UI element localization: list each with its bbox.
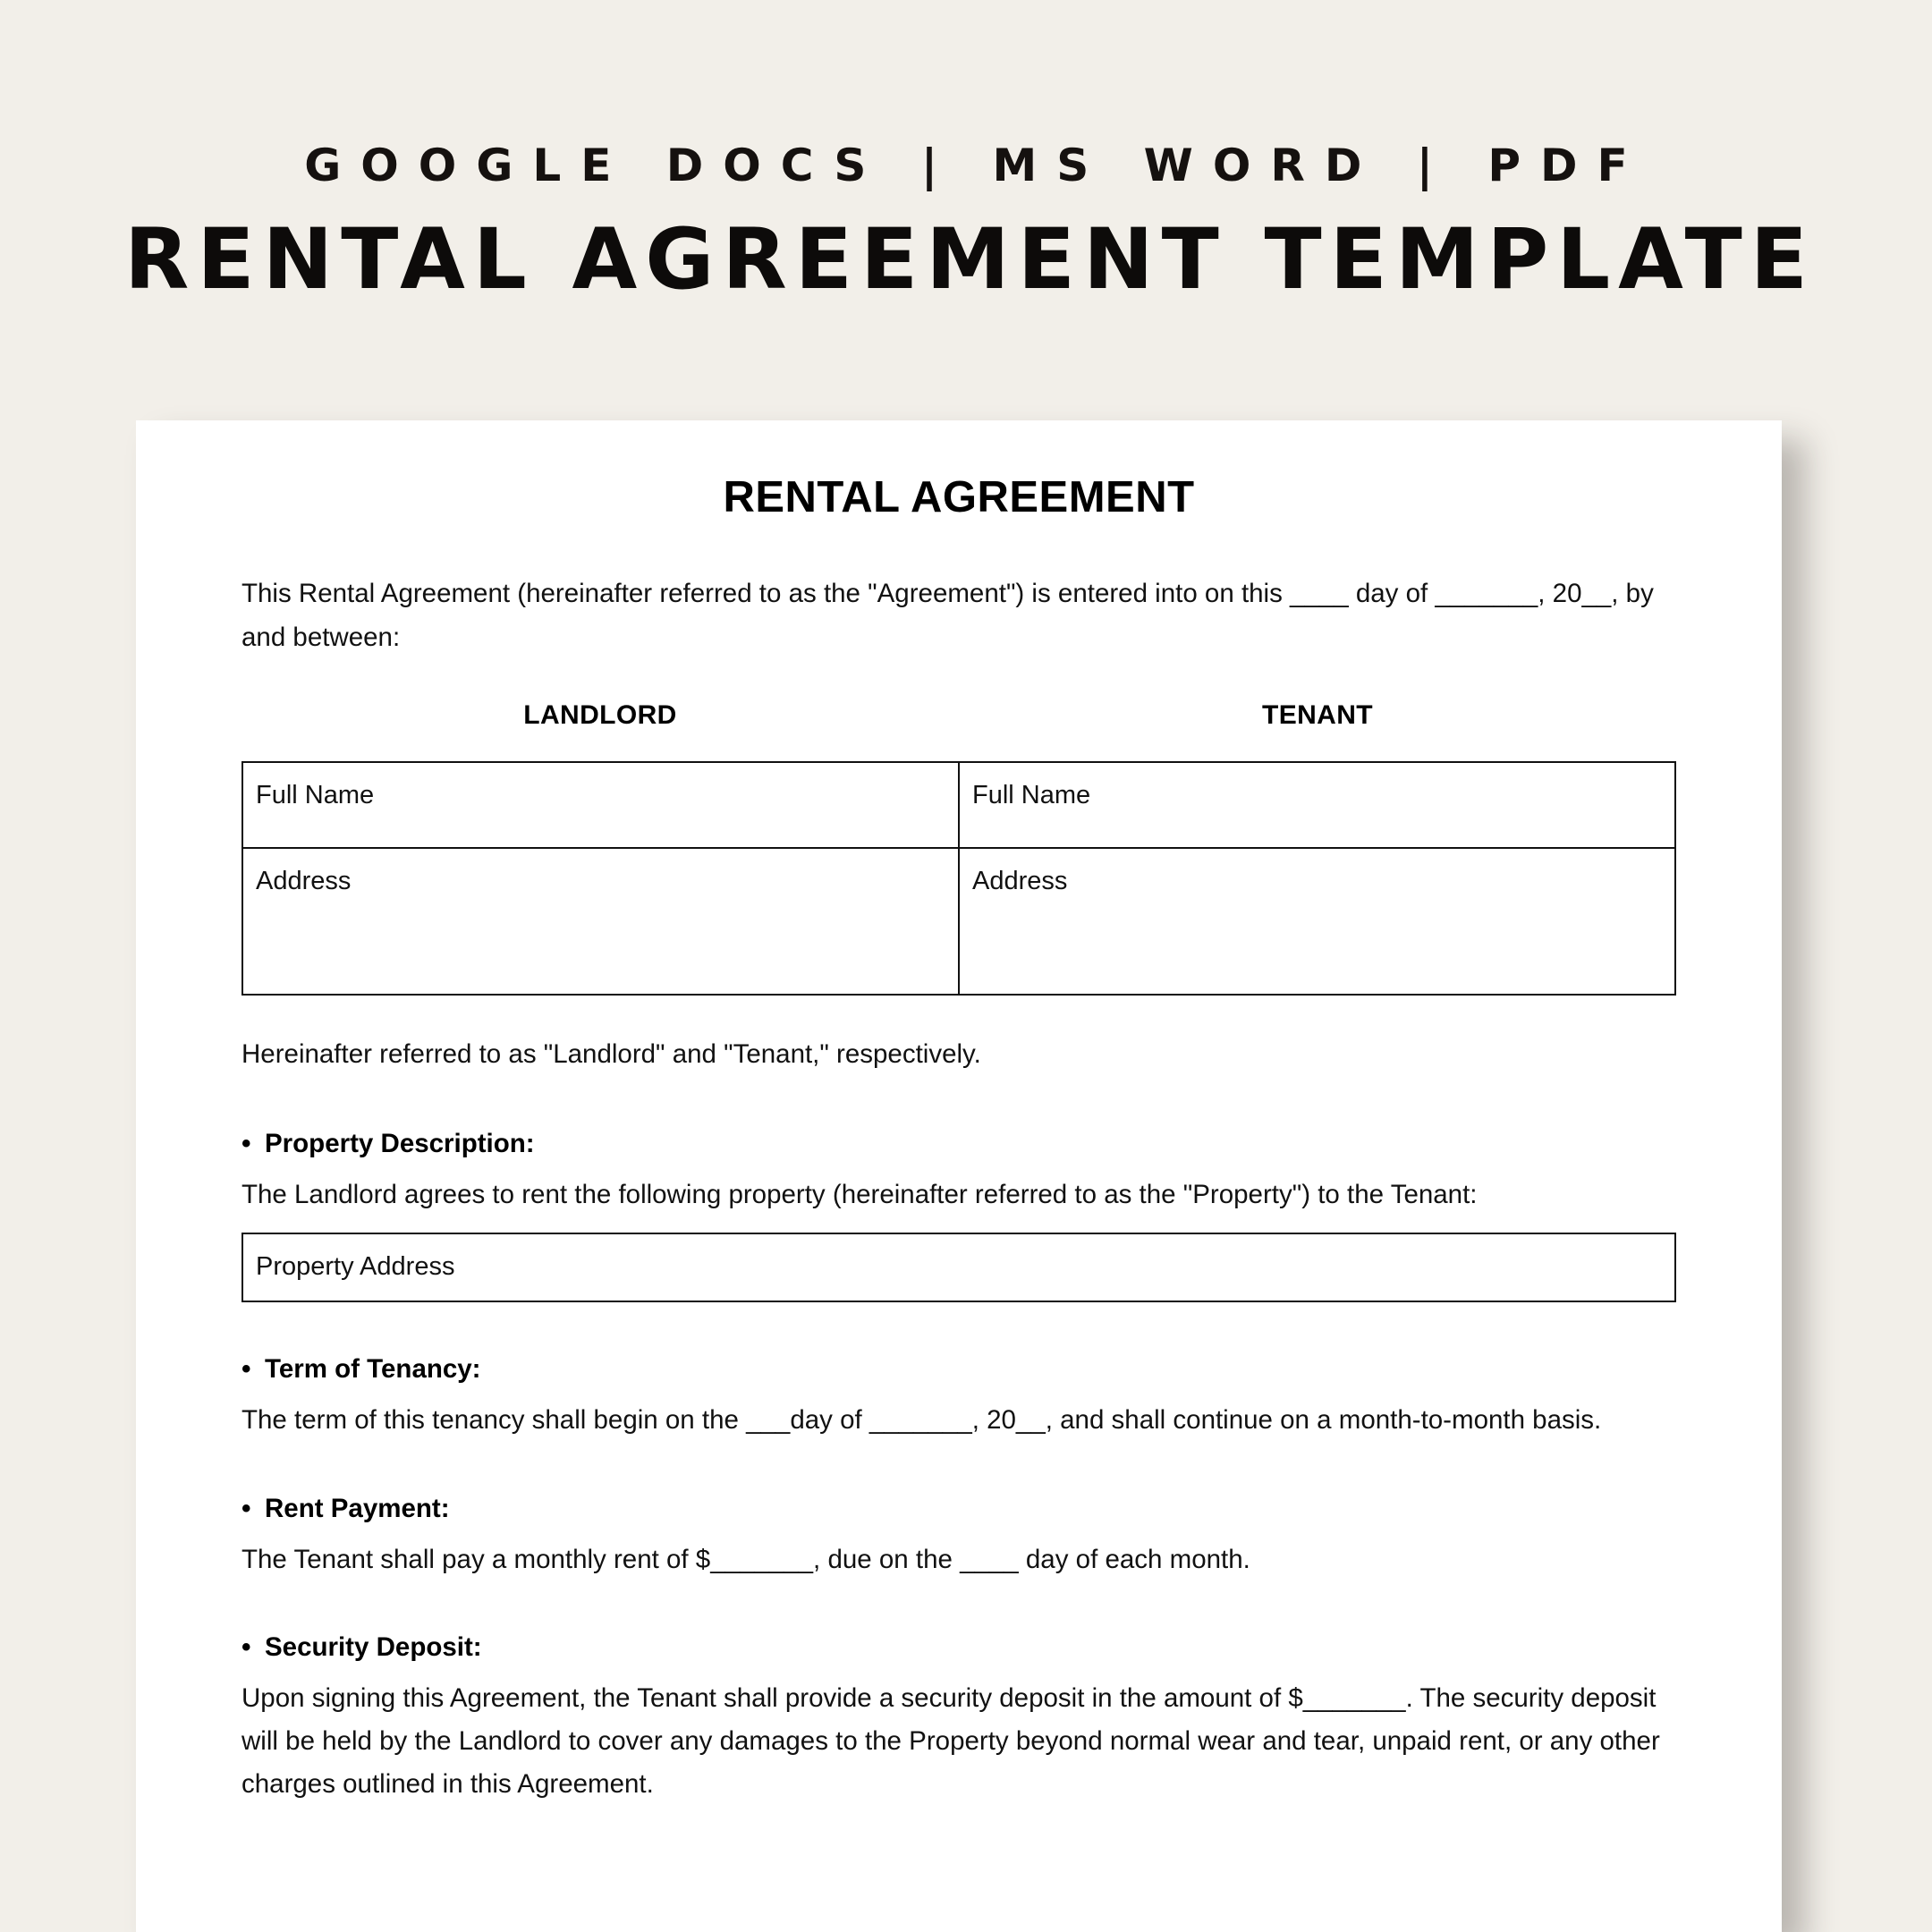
table-row — [242, 762, 1675, 848]
section-heading-security-deposit — [191, 1632, 1726, 1663]
promo-banner — [0, 140, 1932, 309]
bullet-icon: • — [242, 1493, 251, 1523]
section-heading-label: Property Description: — [265, 1129, 535, 1159]
table-row — [242, 848, 1675, 995]
banner-title: RENTAL AGREEMENT TEMPLATE — [124, 211, 1816, 309]
landlord-column-header: LANDLORD — [523, 700, 677, 731]
document-preview-sheet — [136, 420, 1782, 1932]
tenant-address-field[interactable]: Address — [959, 848, 1675, 995]
section-body-security-deposit: Upon signing this Agreement, the Tenant shall provide a security deposit in the amount of $_______. The security deposit will be held by the Landlord to cover any damages to the Property beyond normal wear and tear, unpaid rent, or any other charges outlined in this Agreement. — [242, 1683, 1660, 1799]
landlord-address-field[interactable]: Address — [242, 848, 959, 995]
landlord-full-name-field[interactable]: Full Name — [242, 762, 959, 848]
intro-paragraph: This Rental Agreement (hereinafter referred to as the "Agreement") is entered into on this ____ day of _______, 20__, by and between: — [242, 579, 1654, 652]
section-heading-label: Term of Tenancy: — [265, 1353, 481, 1384]
banner-formats-line: GOOGLE DOCS | MS WORD | PDF — [304, 140, 1648, 191]
document-title: RENTAL AGREEMENT — [723, 473, 1195, 521]
section-heading-label: Rent Payment: — [265, 1493, 450, 1523]
section-body-rent-payment: The Tenant shall pay a monthly rent of $_______, due on the ____ day of each month. — [242, 1544, 1250, 1574]
bullet-icon: • — [242, 1129, 251, 1159]
tenant-column-header: TENANT — [1261, 700, 1374, 731]
bullet-icon: • — [242, 1632, 251, 1663]
section-body-term-of-tenancy: The term of this tenancy shall begin on the ___day of _______, 20__, and shall continue on a month-to-month basis. — [242, 1404, 1602, 1435]
section-heading-rent-payment — [191, 1494, 1726, 1524]
section-body-property-description: The Landlord agrees to rent the following property (hereinafter referred to as the "Property") to the Tenant: — [242, 1180, 1478, 1210]
party-headers-row — [191, 700, 1726, 731]
tenant-full-name-field[interactable]: Full Name — [959, 762, 1675, 848]
property-address-field[interactable]: Property Address — [242, 1233, 1676, 1302]
document-body — [136, 420, 1782, 1806]
parties-table — [242, 761, 1676, 996]
section-heading-term-of-tenancy — [191, 1354, 1726, 1385]
section-heading-property-description — [191, 1129, 1726, 1159]
bullet-icon: • — [242, 1353, 251, 1384]
parties-note: Hereinafter referred to as "Landlord" and "Tenant," respectively. — [242, 1039, 981, 1070]
section-heading-label: Security Deposit: — [265, 1632, 482, 1663]
